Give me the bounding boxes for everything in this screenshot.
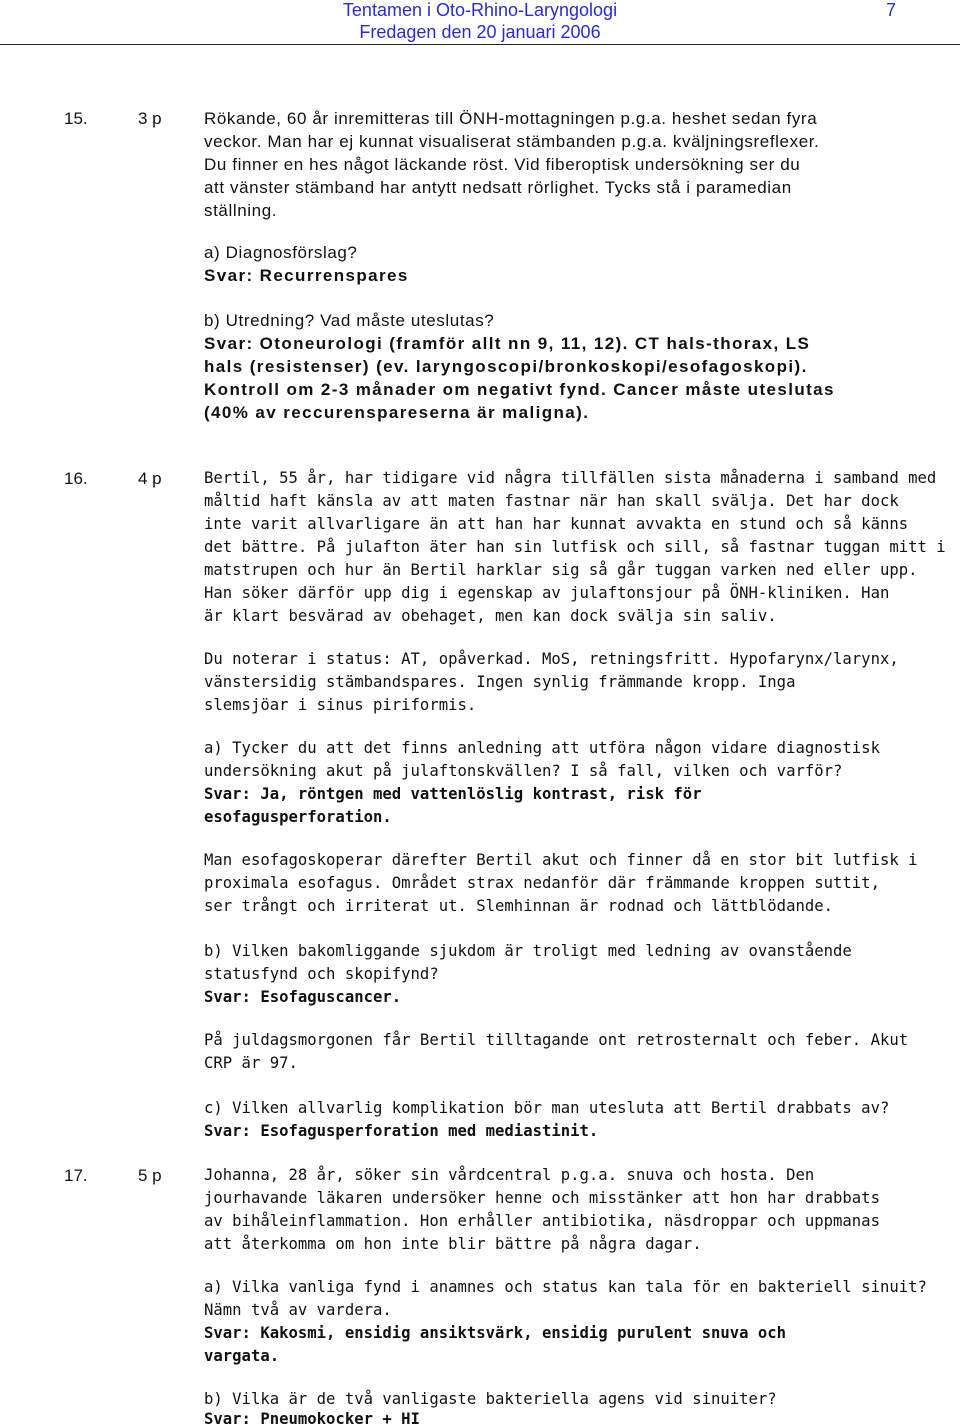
question-text-line: Johanna, 28 år, söker sin vårdcentral p.g.a. snuva och hosta. Den <box>204 1166 815 1184</box>
answer-a: Svar: Recurrenspares <box>204 266 409 285</box>
case-text-line: Man esofagoskoperar därefter Bertil akut och finner då en stor bit lutfisk i <box>204 851 918 869</box>
answer-b-line: Svar: Otoneurologi (framför allt nn 9, 11, 12). CT hals-thorax, LS <box>204 334 811 353</box>
question-text-line: är klart besvärad av obehaget, men kan dock svälja sin saliv. <box>204 607 777 625</box>
status-text-line: vänstersidig stämbandspares. Ingen synlig främmande kropp. Inga <box>204 673 796 691</box>
case-text-line: ser trångt och irriterat ut. Slemhinnan är rodnad och lättblödande. <box>204 897 834 915</box>
subquestion-a-line: Nämn två av vardera. <box>204 1301 392 1319</box>
question-text-line: av bihåleinflammation. Hon erhåller antibiotika, näsdroppar och uppmanas <box>204 1212 880 1230</box>
question-points: 4 p <box>138 469 162 488</box>
page-number: 7 <box>885 0 896 20</box>
question-text-line: måltid haft känsla av att maten fastnar när han skall svälja. Det har dock <box>204 492 899 510</box>
document-date: Fredagen den 20 januari 2006 <box>359 22 601 42</box>
question-text-line: inte varit allvarligare än att han har kunnat avvakta en stund och så känns <box>204 515 909 533</box>
question-text-line: att vänster stämband har antytt nedsatt rörlighet. Tycks stå i paramedian <box>204 178 792 197</box>
subquestion-c: c) Vilken allvarlig komplikation bör man utesluta att Bertil drabbats av? <box>204 1099 890 1117</box>
question-text-line: Rökande, 60 år inremitteras till ÖNH-mottagningen p.g.a. heshet sedan fyra <box>204 109 818 128</box>
header-divider <box>0 44 960 45</box>
answer-a-line: Svar: Kakosmi, ensidig ansiktsvärk, ensidig purulent snuva och <box>204 1324 787 1342</box>
question-text-line: matstrupen och hur än Bertil harklar sig så går tuggan varken ned eller upp. <box>204 561 918 579</box>
question-text-line: att återkomma om hon inte blir bättre på några dagar. <box>204 1235 702 1253</box>
subquestion-b: b) Utredning? Vad måste uteslutas? <box>204 311 495 330</box>
question-text-line: veckor. Man har ej kunnat visualiserat stämbanden p.g.a. kväljningsreflexer. <box>204 132 820 151</box>
case-text-line: proximala esofagus. Området strax nedanför där främmande kroppen suttit, <box>204 874 880 892</box>
question-text-line: ställning. <box>204 201 278 220</box>
question-number: 17. <box>64 1166 88 1185</box>
question-number: 15. <box>64 109 88 128</box>
answer-c: Svar: Esofagusperforation med mediastinit. <box>204 1122 599 1140</box>
question-number: 16. <box>64 469 88 488</box>
answer-a-line: esofagusperforation. <box>204 808 392 826</box>
answer-b: Svar: Pneumokocker + HI <box>204 1410 420 1428</box>
subquestion-b-line: b) Vilken bakomliggande sjukdom är troligt med ledning av ovanstående <box>204 942 852 960</box>
subquestion-a-line: a) Vilka vanliga fynd i anamnes och status kan tala för en bakteriell sinuit? <box>204 1278 927 1296</box>
case-text-line: CRP är 97. <box>204 1054 298 1072</box>
status-text-line: slemsjöar i sinus piriformis. <box>204 696 477 714</box>
document-title: Tentamen i Oto-Rhino-Laryngologi <box>342 0 618 20</box>
answer-a-line: vargata. <box>204 1347 280 1365</box>
question-points: 5 p <box>138 1166 162 1185</box>
subquestion-a-line: a) Tycker du att det finns anledning att utföra någon vidare diagnostisk <box>204 739 880 757</box>
question-text-line: Du finner en hes något läckande röst. Vid fiberoptisk undersökning ser du <box>204 155 801 174</box>
question-text-line: det bättre. På julafton äter han sin lutfisk och sill, så fastnar tuggan mitt i <box>204 538 946 556</box>
question-text-line: Han söker därför upp dig i egenskap av julaftonsjour på ÖNH-kliniken. Han <box>204 584 890 602</box>
answer-b-line: hals (resistenser) (ev. laryngoscopi/bronkoskopi/esofagoskopi). <box>204 357 808 376</box>
answer-b-line: (40% av reccurenspareserna är maligna). <box>204 403 590 422</box>
subquestion-a-line: undersökning akut på julaftonskvällen? I så fall, vilken och varför? <box>204 762 843 780</box>
status-text-line: Du noterar i status: AT, opåverkad. MoS, retningsfritt. Hypofarynx/larynx, <box>204 650 899 668</box>
subquestion-b: b) Vilka är de två vanligaste bakteriella agens vid sinuiter? <box>204 1390 777 1408</box>
case-text-line: På juldagsmorgonen får Bertil tilltagande ont retrosternalt och feber. Akut <box>204 1031 909 1049</box>
question-points: 3 p <box>138 109 162 128</box>
question-text-line: jourhavande läkaren undersöker henne och misstänker att hon har drabbats <box>204 1189 880 1207</box>
question-text-line: Bertil, 55 år, har tidigare vid några tillfällen sista månaderna i samband med <box>204 469 937 487</box>
answer-b: Svar: Esofaguscancer. <box>204 988 402 1006</box>
answer-b-line: Kontroll om 2-3 månader om negativt fynd. Cancer måste uteslutas <box>204 380 835 399</box>
subquestion-b-line: statusfynd och skopifynd? <box>204 965 439 983</box>
subquestion-a: a) Diagnosförslag? <box>204 243 358 262</box>
answer-a-line: Svar: Ja, röntgen med vattenlöslig kontrast, risk för <box>204 785 702 803</box>
